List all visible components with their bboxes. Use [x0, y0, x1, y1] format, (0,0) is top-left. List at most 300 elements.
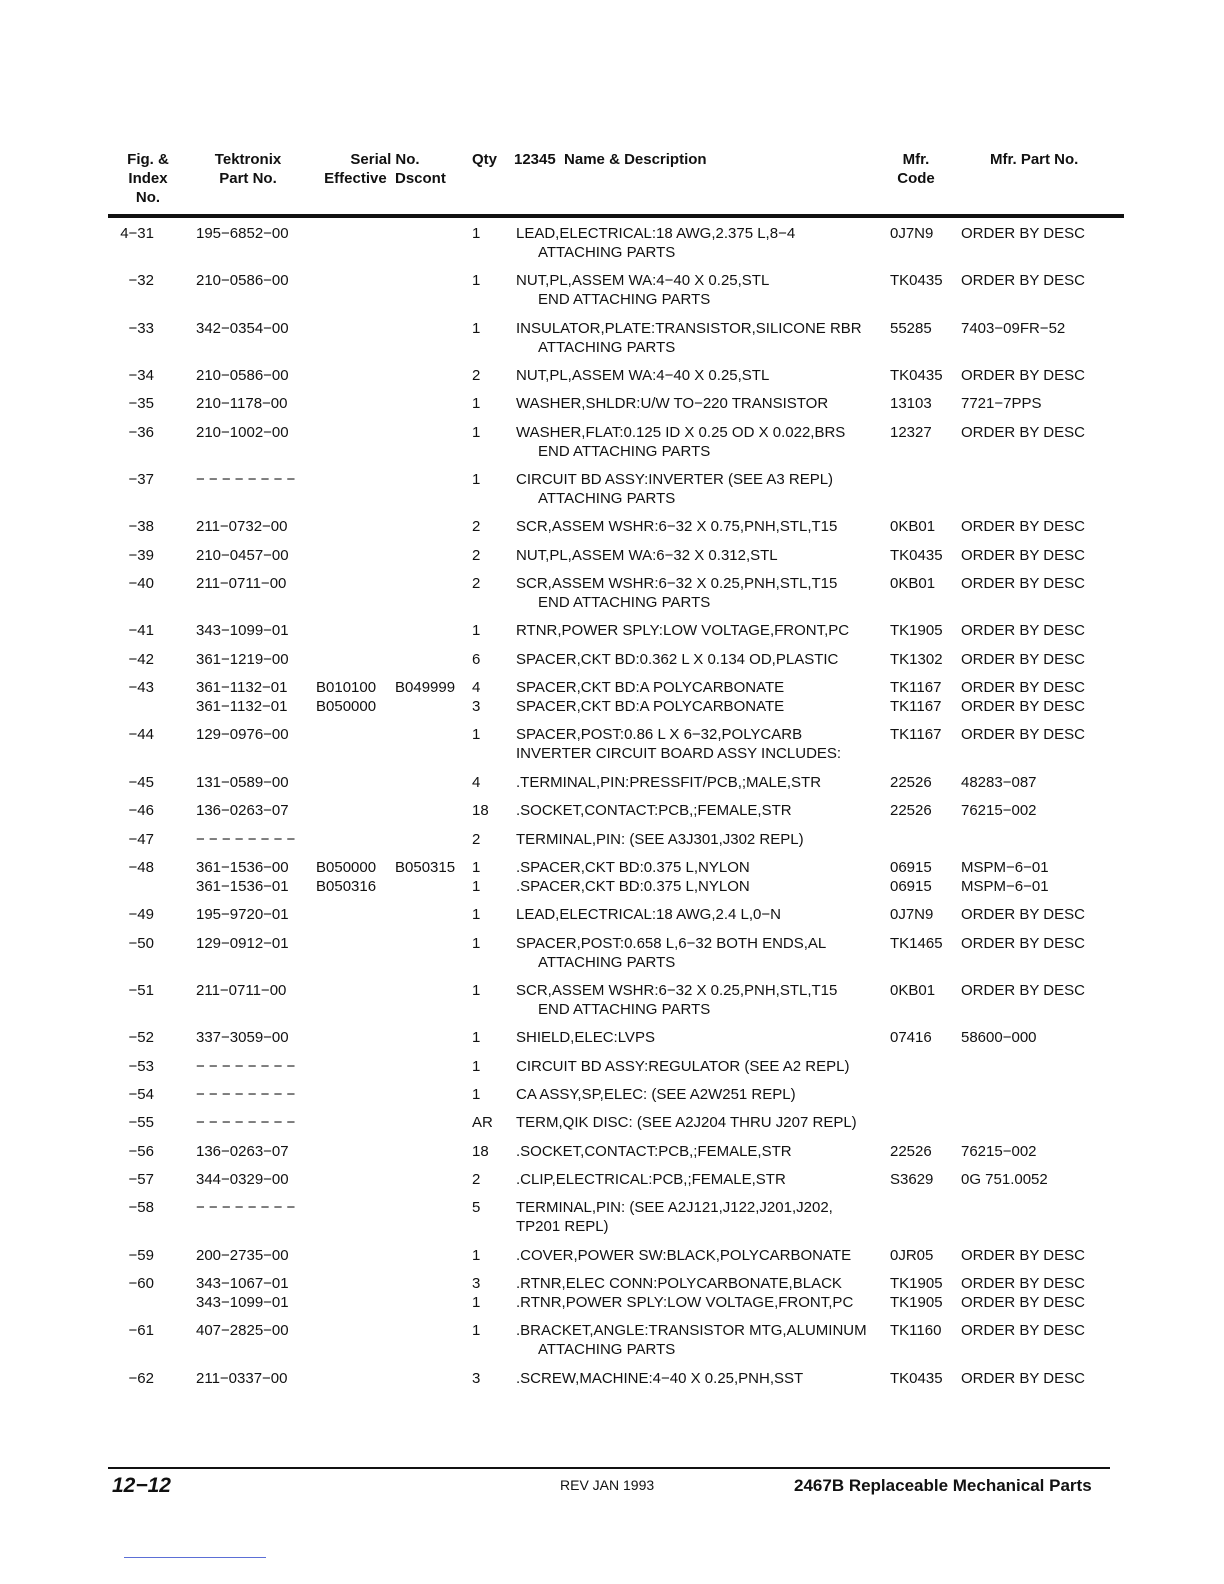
part-description: [516, 725, 841, 763]
mfr-part-number-line: MSPM−6−01: [961, 858, 1049, 876]
mfr-part-number-line: ORDER BY DESC: [961, 423, 1085, 441]
parts-list: [0, 224, 1224, 1397]
mfr-code-line: 55285: [890, 319, 932, 337]
mfr-code: [890, 366, 943, 385]
quantity: [472, 621, 480, 640]
header-mfr-part: [990, 150, 1078, 169]
mfr-part-number-line: ORDER BY DESC: [961, 981, 1085, 999]
revision-date: REV JAN 1993: [560, 1477, 655, 1493]
mfr-part-number: [961, 366, 1085, 385]
part-number: [196, 224, 289, 243]
quantity: [472, 470, 480, 489]
part-number-line: 211−0711−00: [196, 981, 287, 999]
quantity-line: 3: [472, 1369, 481, 1387]
mfr-code-line: 0JR05: [890, 1246, 934, 1264]
table-row: [0, 394, 1224, 422]
quantity: [472, 1321, 480, 1340]
part-description-line: NUT,PL,ASSEM WA:6−32 X 0.312,STL: [516, 546, 778, 564]
index-number: −50: [128, 934, 154, 952]
part-description: [516, 271, 769, 309]
mfr-part-number: [961, 1274, 1085, 1312]
mfr-code: [890, 423, 932, 442]
mfr-part-number: [961, 773, 1037, 792]
mfr-part-number: [961, 1369, 1085, 1388]
part-description-line: .TERMINAL,PIN:PRESSFIT/PCB,;MALE,STR: [516, 773, 822, 791]
quantity-line: 1: [472, 1246, 481, 1264]
mfr-part-number: [961, 678, 1085, 716]
quantity-line: AR: [472, 1114, 493, 1132]
part-number: [196, 423, 289, 442]
mfr-code: [890, 858, 932, 896]
part-description-line: .BRACKET,ANGLE:TRANSISTOR MTG,ALUMINUM: [516, 1322, 867, 1340]
mfr-code-line: TK1905: [890, 1274, 943, 1292]
part-number: [196, 830, 295, 849]
part-number: [196, 546, 289, 565]
part-number: [196, 725, 289, 744]
serial-dscont-line: B049999: [395, 679, 456, 697]
part-number-line: 210−0586−00: [196, 367, 289, 385]
part-number-line: 210−0457−00: [196, 546, 289, 564]
part-number: [196, 319, 289, 338]
part-number-line: 361−1132−01: [196, 698, 288, 716]
serial-effective: [316, 678, 376, 716]
part-description-line: WASHER,FLAT:0.125 ID X 0.25 OD X 0.022,BRS: [516, 423, 846, 441]
part-description: [516, 224, 795, 262]
table-row: [0, 366, 1224, 394]
serial-dscont: [395, 678, 455, 697]
index-number: −52: [128, 1029, 154, 1047]
mfr-code: [890, 1142, 932, 1161]
part-description: [516, 1142, 792, 1161]
header-fig-line3: No.: [135, 189, 161, 206]
part-number-line: 129−0976−00: [196, 726, 289, 744]
mfr-part-number: [961, 981, 1085, 1000]
serial-dscont: [395, 858, 455, 877]
part-description-line: SCR,ASSEM WSHR:6−32 X 0.25,PNH,STL,T15: [516, 981, 838, 999]
index-number: −61: [128, 1322, 154, 1340]
header-qty-label: Qty: [472, 151, 498, 168]
part-number-line: 361−1536−01: [196, 877, 289, 895]
mfr-part-number: [961, 934, 1085, 953]
header-serial-line1: Serial No.: [350, 151, 420, 168]
quantity: [472, 1198, 480, 1217]
footer-rule: [108, 1467, 1110, 1469]
part-description: [516, 366, 769, 385]
mfr-part-number-line: ORDER BY DESC: [961, 726, 1085, 744]
mfr-part-number-line: 0G 751.0052: [961, 1170, 1048, 1188]
quantity-line: 2: [472, 575, 481, 593]
part-number-line: − − − − − − − −: [196, 471, 296, 489]
mfr-part-number: [961, 1142, 1037, 1161]
mfr-code: [890, 546, 943, 565]
mfr-code-line: TK1905: [890, 1293, 943, 1311]
table-row: [0, 1057, 1224, 1085]
index-number: −58: [128, 1199, 154, 1217]
mfr-part-number: [961, 517, 1085, 536]
header-part-no: [200, 150, 296, 188]
part-description: [516, 1057, 849, 1076]
mfr-part-number-line: ORDER BY DESC: [961, 622, 1085, 640]
quantity-line: 1: [472, 934, 481, 952]
part-number-line: − − − − − − − −: [196, 1199, 296, 1217]
part-number: [196, 1085, 295, 1104]
index-number: −43: [128, 679, 154, 697]
part-description: [516, 574, 837, 612]
part-number: [196, 621, 289, 640]
mfr-part-number: [961, 621, 1085, 640]
table-row: [0, 517, 1224, 545]
quantity-line: 2: [472, 367, 481, 385]
mfr-code-line: TK1302: [890, 650, 943, 668]
index-number: −34: [128, 367, 154, 385]
table-row: [0, 470, 1224, 517]
part-description-line: LEAD,ELECTRICAL:18 AWG,2.4 L,0−N: [516, 906, 781, 924]
index-number: −62: [128, 1369, 154, 1387]
quantity-line: 1: [472, 423, 481, 441]
part-number: [196, 470, 295, 489]
part-number: [196, 1198, 295, 1217]
part-description: [516, 470, 833, 508]
quantity-line: 1: [472, 622, 481, 640]
index-number: −35: [128, 395, 154, 413]
index-number: −45: [128, 773, 154, 791]
mfr-part-number-line: 58600−000: [961, 1029, 1037, 1047]
index-number: −41: [128, 622, 154, 640]
index-number: −40: [128, 575, 154, 593]
mfr-code: [890, 224, 933, 243]
quantity: [472, 905, 480, 924]
table-row: [0, 725, 1224, 772]
mfr-part-number: [961, 394, 1042, 413]
mfr-code-line: 0KB01: [890, 981, 936, 999]
mfr-code: [890, 1246, 933, 1265]
quantity-line: 1: [472, 471, 481, 489]
mfr-code-line: 22526: [890, 1142, 932, 1160]
index-number: −55: [128, 1114, 154, 1132]
header-fig-line2: Index: [128, 170, 168, 187]
mfr-part-number-line: 76215−002: [961, 1142, 1037, 1160]
mfr-part-number: [961, 1028, 1037, 1047]
table-row: [0, 1142, 1224, 1170]
mfr-code-line: 0KB01: [890, 518, 936, 536]
mfr-code: [890, 1028, 932, 1047]
header-name-label: 12345 Name & Description: [514, 151, 707, 168]
part-description: [516, 394, 828, 413]
index-number: −33: [128, 319, 154, 337]
part-number-line: 344−0329−00: [196, 1170, 289, 1188]
part-description: [516, 1113, 857, 1132]
quantity: [472, 319, 480, 338]
part-number: [196, 574, 286, 593]
part-number-line: − − − − − − − −: [196, 1085, 296, 1103]
quantity: [472, 1113, 493, 1132]
mfr-code: [890, 650, 943, 669]
mfr-code: [890, 574, 935, 593]
part-description: [516, 1085, 796, 1104]
quantity-line: 4: [472, 679, 481, 697]
mfr-part-number-line: ORDER BY DESC: [961, 518, 1085, 536]
quantity: [472, 1246, 480, 1265]
mfr-part-number-line: MSPM−6−01: [961, 877, 1049, 895]
part-description: [516, 801, 792, 820]
index-number: −39: [128, 546, 154, 564]
index-number: −47: [128, 830, 154, 848]
part-number: [196, 1142, 289, 1161]
mfr-part-number: [961, 858, 1049, 896]
quantity: [472, 981, 480, 1000]
mfr-code-line: TK1160: [890, 1322, 942, 1340]
part-number: [196, 517, 288, 536]
quantity-line: 1: [472, 1293, 481, 1311]
part-description-line: TERMINAL,PIN: (SEE A2J121,J122,J201,J202,: [516, 1199, 833, 1217]
part-number: [196, 1246, 289, 1265]
serial-effective: [316, 858, 376, 896]
index-number: −48: [128, 858, 154, 876]
part-description: [516, 830, 804, 849]
quantity: [472, 1085, 480, 1104]
part-number-line: 407−2825−00: [196, 1322, 289, 1340]
part-description: [516, 517, 837, 536]
serial-effective-line: B050316: [316, 877, 377, 895]
header-fig-line1: Fig. &: [127, 151, 169, 168]
mfr-part-number-line: 76215−002: [961, 802, 1037, 820]
part-number: [196, 773, 289, 792]
part-number-line: 343−1099−01: [196, 1293, 289, 1311]
part-number: [196, 934, 289, 953]
quantity-line: 1: [472, 272, 481, 290]
index-number: −49: [128, 906, 154, 924]
mfr-code-line: 06915: [890, 858, 932, 876]
part-description-line: TERM,QIK DISC: (SEE A2J204 THRU J207 REPL): [516, 1114, 857, 1132]
table-row: [0, 1246, 1224, 1274]
header-mfr-part-label: Mfr. Part No.: [990, 151, 1079, 168]
mfr-part-number-line: ORDER BY DESC: [961, 1274, 1085, 1292]
attaching-parts-note: END ATTACHING PARTS: [538, 291, 711, 309]
quantity-line: 6: [472, 650, 481, 668]
mfr-code-line: 22526: [890, 773, 932, 791]
mfr-part-number-line: ORDER BY DESC: [961, 934, 1085, 952]
mfr-code: [890, 1321, 941, 1340]
part-number: [196, 858, 289, 896]
quantity-line: 1: [472, 981, 481, 999]
table-row: [0, 1028, 1224, 1056]
quantity-line: 3: [472, 698, 481, 716]
part-description-line: CIRCUIT BD ASSY:INVERTER (SEE A3 REPL): [516, 471, 834, 489]
quantity: [472, 271, 480, 290]
quantity-line: 1: [472, 858, 481, 876]
mfr-code-line: 13103: [890, 395, 932, 413]
part-description: [516, 319, 862, 357]
part-number: [196, 1274, 289, 1312]
part-description: [516, 1198, 833, 1236]
quantity: [472, 830, 480, 849]
serial-dscont-line: B050315: [395, 858, 456, 876]
part-description-line: .SOCKET,CONTACT:PCB,;FEMALE,STR: [516, 802, 792, 820]
serial-effective-line: B050000: [316, 858, 377, 876]
mfr-code: [890, 1274, 943, 1312]
part-description-line: SPACER,CKT BD:A POLYCARBONATE: [516, 679, 785, 697]
part-description-line: CA ASSY,SP,ELEC: (SEE A2W251 REPL): [516, 1085, 796, 1103]
mfr-part-number-line: ORDER BY DESC: [961, 650, 1085, 668]
quantity: [472, 1057, 480, 1076]
quantity-line: 1: [472, 319, 481, 337]
mfr-part-number: [961, 905, 1085, 924]
part-description-line: .CLIP,ELECTRICAL:PCB,;FEMALE,STR: [516, 1170, 786, 1188]
mfr-code: [890, 517, 935, 536]
mfr-code: [890, 773, 932, 792]
mfr-part-number: [961, 725, 1085, 744]
quantity: [472, 224, 480, 243]
quantity-line: 1: [472, 877, 481, 895]
quantity-line: 18: [472, 802, 489, 820]
part-description-line: WASHER,SHLDR:U/W TO−220 TRANSISTOR: [516, 395, 829, 413]
attaching-parts-note: ATTACHING PARTS: [538, 338, 676, 356]
mfr-code-line: 0KB01: [890, 575, 936, 593]
part-description-line: NUT,PL,ASSEM WA:4−40 X 0.25,STL: [516, 272, 770, 290]
mfr-part-number-line: ORDER BY DESC: [961, 1369, 1085, 1387]
table-row: [0, 319, 1224, 366]
mfr-part-number: [961, 801, 1037, 820]
part-number-line: 343−1099−01: [196, 622, 289, 640]
mfr-code-line: TK1905: [890, 622, 943, 640]
mfr-code-line: TK0435: [890, 546, 943, 564]
quantity-line: 1: [472, 726, 481, 744]
part-description-line: SPACER,POST:0.86 L X 6−32,POLYCARB: [516, 726, 803, 744]
part-description-line: RTNR,POWER SPLY:LOW VOLTAGE,FRONT,PC: [516, 622, 850, 640]
part-description-line: CIRCUIT BD ASSY:REGULATOR (SEE A2 REPL): [516, 1057, 850, 1075]
quantity-line: 3: [472, 1274, 481, 1292]
table-row: [0, 621, 1224, 649]
table-row: [0, 1198, 1224, 1245]
index-number: −36: [128, 423, 154, 441]
mfr-part-number: [961, 224, 1085, 243]
quantity: [472, 574, 480, 593]
index-number: −38: [128, 518, 154, 536]
index-number: −51: [128, 981, 154, 999]
header-serial-no: [316, 150, 454, 188]
part-description: [516, 1369, 803, 1388]
mfr-code: [890, 271, 943, 290]
mfr-code-line: TK0435: [890, 1369, 943, 1387]
part-description-line: INVERTER CIRCUIT BOARD ASSY INCLUDES:: [516, 745, 842, 763]
part-description-line: SCR,ASSEM WSHR:6−32 X 0.75,PNH,STL,T15: [516, 518, 838, 536]
mfr-code: [890, 394, 932, 413]
mfr-part-number-line: ORDER BY DESC: [961, 367, 1085, 385]
mfr-part-number-line: 7721−7PPS: [961, 395, 1042, 413]
attaching-parts-note: ATTACHING PARTS: [538, 953, 676, 971]
quantity: [472, 1369, 480, 1388]
part-description-line: .COVER,POWER SW:BLACK,POLYCARBONATE: [516, 1246, 852, 1264]
mfr-code-line: 06915: [890, 877, 932, 895]
quantity: [472, 423, 480, 442]
part-description-line: SHIELD,ELEC:LVPS: [516, 1029, 655, 1047]
mfr-part-number: [961, 574, 1085, 593]
mfr-code: [890, 1170, 933, 1189]
index-number: −46: [128, 802, 154, 820]
header-code-line1: Mfr.: [902, 151, 930, 168]
quantity-line: 1: [472, 1057, 481, 1075]
part-description: [516, 650, 838, 669]
part-number: [196, 981, 286, 1000]
mfr-part-number-line: ORDER BY DESC: [961, 1322, 1085, 1340]
mfr-part-number: [961, 319, 1065, 338]
part-description-line: SPACER,POST:0.658 L,6−32 BOTH ENDS,AL: [516, 934, 827, 952]
mfr-code-line: TK1167: [890, 679, 942, 697]
part-description: [516, 858, 750, 896]
part-description-line: NUT,PL,ASSEM WA:4−40 X 0.25,STL: [516, 367, 770, 385]
table-row: [0, 271, 1224, 318]
part-number-line: 136−0263−07: [196, 802, 289, 820]
part-number-line: 342−0354−00: [196, 319, 289, 337]
table-row: [0, 773, 1224, 801]
part-description: [516, 905, 781, 924]
part-number-line: 136−0263−07: [196, 1142, 289, 1160]
mfr-code: [890, 801, 932, 820]
mfr-part-number-line: ORDER BY DESC: [961, 698, 1085, 716]
table-row: [0, 1274, 1224, 1321]
mfr-part-number: [961, 650, 1085, 669]
quantity-line: 1: [472, 906, 481, 924]
part-description: [516, 1028, 655, 1047]
part-number-line: − − − − − − − −: [196, 1114, 296, 1132]
part-number: [196, 1369, 288, 1388]
header-code-line2: Code: [897, 170, 935, 187]
part-number-line: − − − − − − − −: [196, 1057, 296, 1075]
part-description: [516, 1170, 786, 1189]
part-number-line: 131−0589−00: [196, 773, 289, 791]
quantity-line: 1: [472, 1322, 481, 1340]
attaching-parts-note: END ATTACHING PARTS: [538, 442, 711, 460]
quantity: [472, 1028, 480, 1047]
mfr-part-number-line: ORDER BY DESC: [961, 225, 1085, 242]
part-description: [516, 423, 845, 461]
table-row: [0, 1321, 1224, 1368]
part-number-line: 343−1067−01: [196, 1274, 289, 1292]
part-description-line: .RTNR,POWER SPLY:LOW VOLTAGE,FRONT,PC: [516, 1293, 854, 1311]
mfr-part-number-line: 7403−09FR−52: [961, 319, 1066, 337]
table-row: [0, 801, 1224, 829]
table-row: [0, 905, 1224, 933]
mfr-code-line: S3629: [890, 1170, 934, 1188]
part-number: [196, 1170, 289, 1189]
part-description-line: .SOCKET,CONTACT:PCB,;FEMALE,STR: [516, 1142, 792, 1160]
part-description-line: .SPACER,CKT BD:0.375 L,NYLON: [516, 877, 750, 895]
table-row: [0, 934, 1224, 981]
mfr-code: [890, 621, 943, 640]
mfr-code-line: TK0435: [890, 272, 943, 290]
mfr-code-line: TK1167: [890, 698, 942, 716]
mfr-code-line: TK1167: [890, 726, 942, 744]
part-description-line: .SCREW,MACHINE:4−40 X 0.25,PNH,SST: [516, 1369, 804, 1387]
mfr-part-number-line: ORDER BY DESC: [961, 1293, 1085, 1311]
part-description-line: TP201 REPL): [516, 1218, 609, 1236]
quantity-line: 5: [472, 1199, 481, 1217]
part-number: [196, 905, 289, 924]
mfr-part-number-line: ORDER BY DESC: [961, 575, 1085, 593]
part-number-line: 195−9720−01: [196, 906, 289, 924]
mfr-code: [890, 678, 941, 716]
table-row: [0, 1170, 1224, 1198]
header-rule: [108, 214, 1124, 218]
index-number: −42: [128, 650, 154, 668]
mfr-part-number: [961, 1321, 1085, 1340]
quantity: [472, 546, 480, 565]
mfr-part-number-line: ORDER BY DESC: [961, 906, 1085, 924]
quantity: [472, 366, 480, 385]
quantity-line: 1: [472, 225, 481, 242]
index-number: −60: [128, 1274, 154, 1292]
part-number-line: 361−1219−00: [196, 650, 289, 668]
